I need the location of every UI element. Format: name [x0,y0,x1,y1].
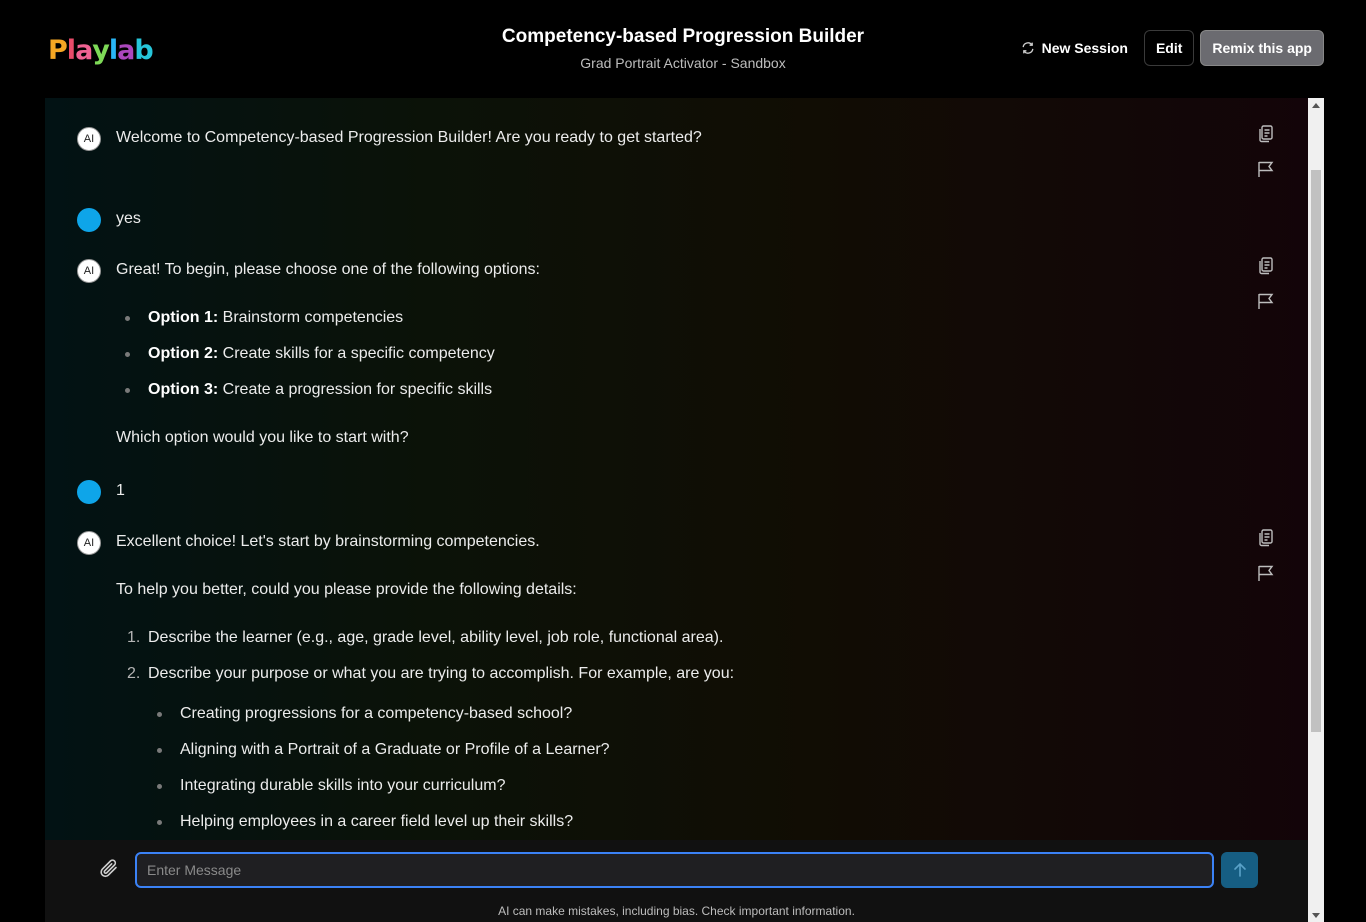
chat-scrollbar[interactable] [1308,98,1324,922]
bullet [125,388,130,393]
logo-letter: a [117,35,135,66]
option-label: Option 2: [148,345,219,362]
app-title: Competency-based Progression Builder [501,26,865,47]
list-item: Aligning with a Portrait of a Graduate or Profile of a Learner? [180,741,610,758]
scroll-down-arrow-icon[interactable] [1312,913,1320,918]
scroll-thumb[interactable] [1311,170,1321,732]
composer [45,840,1308,922]
message-input[interactable] [135,852,1214,888]
send-button[interactable] [1221,852,1258,888]
list-item: Creating progressions for a competency-based school? [180,705,573,722]
logo-letter: P [48,35,67,66]
bullet [157,784,162,789]
logo-letter: a [75,35,93,66]
bullet [157,712,162,717]
list-item: Helping employees in a career field level up their skills? [180,813,574,830]
logo-letter: l [108,35,118,66]
remix-button[interactable]: Remix this app [1200,30,1324,66]
app-subtitle: Grad Portrait Activator - Sandbox [580,55,786,71]
ai-avatar: AI [77,531,101,555]
copy-icon[interactable] [1256,255,1276,275]
ai-disclaimer: AI can make mistakes, including bias. Check important information. [498,904,855,918]
message-text: Which option would you like to start with? [116,429,409,446]
list-item: Integrating durable skills into your curriculum? [180,777,506,794]
copy-icon[interactable] [1256,123,1276,143]
list-item: Describe the learner (e.g., age, grade level, ability level, job role, functional area). [148,629,724,646]
message-text: Excellent choice! Let's start by brainstorming competencies. [116,533,540,550]
list-item: Describe your purpose or what you are trying to accomplish. For example, are you: [148,665,735,682]
logo-letter: l [66,35,76,66]
user-avatar [77,480,101,504]
paperclip-icon[interactable] [99,857,121,881]
user-avatar [77,208,101,232]
logo-letter: b [134,35,153,66]
list-number: 1. [127,629,141,646]
header-actions [1021,30,1324,66]
new-session-button[interactable] [1021,40,1128,56]
flag-icon[interactable] [1256,291,1276,311]
message-text: 1 [116,482,125,499]
option-label: Option 1: [148,309,219,326]
refresh-icon [1021,41,1035,55]
new-session-label: New Session [1041,40,1128,56]
option-label: Option 3: [148,381,219,398]
ai-avatar: AI [77,127,101,151]
flag-icon[interactable] [1256,563,1276,583]
option-text: Create skills for a specific competency [218,345,495,362]
copy-icon[interactable] [1256,527,1276,547]
bullet [157,820,162,825]
list-item [148,381,492,399]
message-text: Great! To begin, please choose one of the following options: [116,261,540,278]
option-text: Brainstorm competencies [218,309,404,326]
message-text: yes [116,210,141,227]
flag-icon[interactable] [1256,159,1276,179]
ai-avatar: AI [77,259,101,283]
list-number: 2. [127,665,141,682]
bullet [125,352,130,357]
scroll-up-arrow-icon[interactable] [1312,103,1320,108]
message-text: To help you better, could you please provide the following details: [116,581,577,598]
edit-button[interactable]: Edit [1144,30,1194,66]
bullet [157,748,162,753]
list-item [148,345,495,363]
logo-letter: y [92,35,109,66]
app-header [0,0,1366,98]
message-text: Welcome to Competency-based Progression Builder! Are you ready to get started? [116,129,702,146]
chat-panel[interactable] [45,98,1324,922]
option-text: Create a progression for specific skills [218,381,493,398]
bullet [125,316,130,321]
list-item [148,309,403,327]
arrow-up-icon [1233,862,1247,878]
